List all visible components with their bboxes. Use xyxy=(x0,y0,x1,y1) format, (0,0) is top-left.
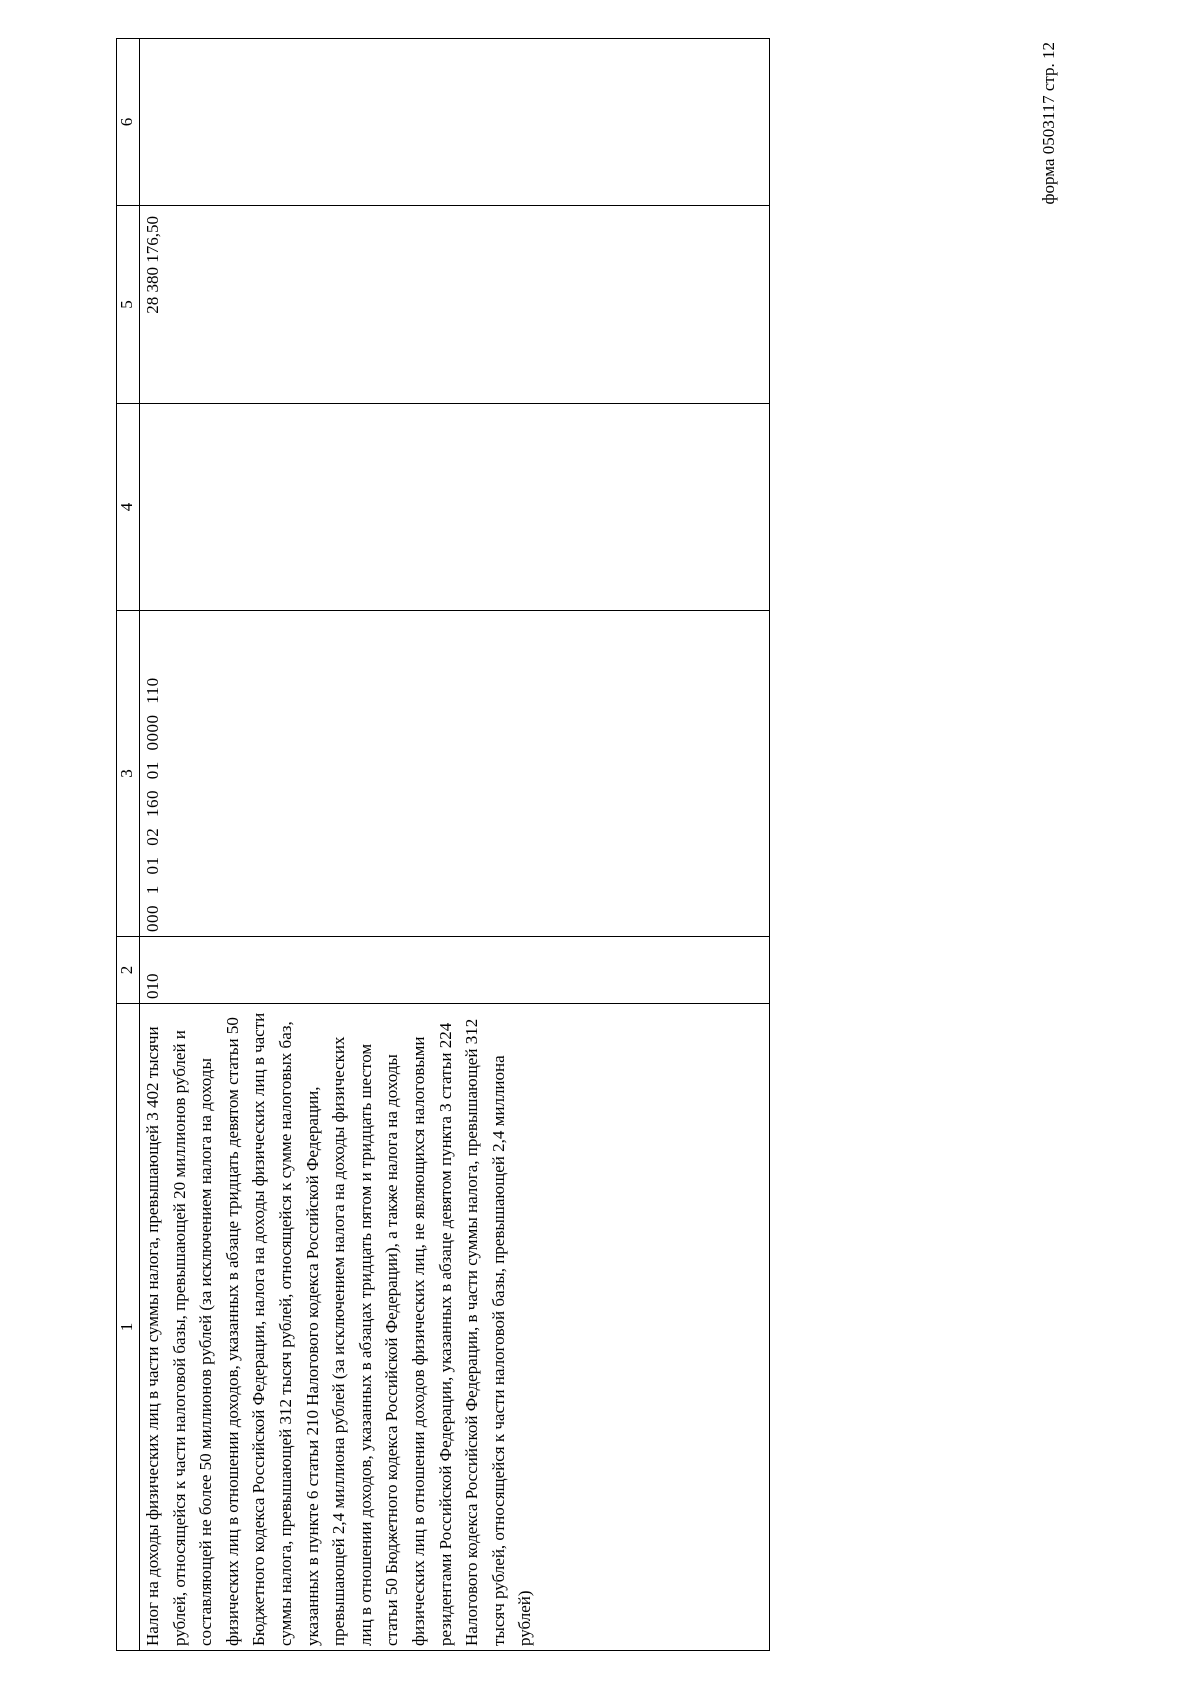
column-number-4: 4 xyxy=(117,404,140,611)
column-number-6: 6 xyxy=(117,39,140,206)
page-reference xyxy=(1038,42,1060,262)
income-description-cell: Налог на доходы физических лиц в части суммы налога, превышающей 3 402 тысячи рублей, относящейся к части налоговой базы, превышающей 20 миллионов рублей и составляющей не более 50 миллионов рублей (за исключением налога на доходы физических лиц в отношении доходов, указанных в абзаце тридцать девятом статьи 50 Бюджетного кодекса Российской Федерации, налога на доходы физических лиц в части суммы налога, превышающей 312 тысяч рублей, относящейся к сумме налоговых баз, указанных в пункте 6 статьи 210 Налогового кодекса Российской Федерации, превышающей 2,4 миллиона рублей (за исключением налога на доходы физических лиц в отношении доходов, указанных в абзацах тридцать пятом и тридцать шестом статьи 50 Бюджетного кодекса Российской Федерации), а также налога на доходы физических лиц в отношении доходов физических лиц, не являющихся налоговыми резидентами Российской Федерации, указанных в абзаце девятом пункта 3 статьи 224 Налогового кодекса Российской Федерации, в части суммы налога, превышающей 312 тысяч рублей, относящейся к части налоговой базы, превышающей 2,4 миллиона рублей) xyxy=(140,1004,770,1651)
table-row xyxy=(140,39,770,1651)
rotated-table-wrapper xyxy=(116,45,770,1651)
column-number-1: 1 xyxy=(117,1004,140,1651)
line-code-cell: 010 xyxy=(140,937,770,1004)
column-number-3: 3 xyxy=(117,611,140,937)
approved-amount-cell xyxy=(140,404,770,611)
income-classification-code-cell: 000 1 01 02 160 01 0000 110 xyxy=(140,611,770,937)
column-number-5: 5 xyxy=(117,206,140,404)
executed-amount-cell: 28 380 176,50 xyxy=(140,206,770,404)
form-page-label: форма 0503117 стр. 12 xyxy=(1039,42,1058,205)
column-number-2: 2 xyxy=(117,937,140,1004)
column-number-row xyxy=(117,39,140,1651)
report-table-area xyxy=(116,45,770,1651)
income-report-table xyxy=(116,38,770,1651)
unexecuted-amount-cell xyxy=(140,39,770,206)
